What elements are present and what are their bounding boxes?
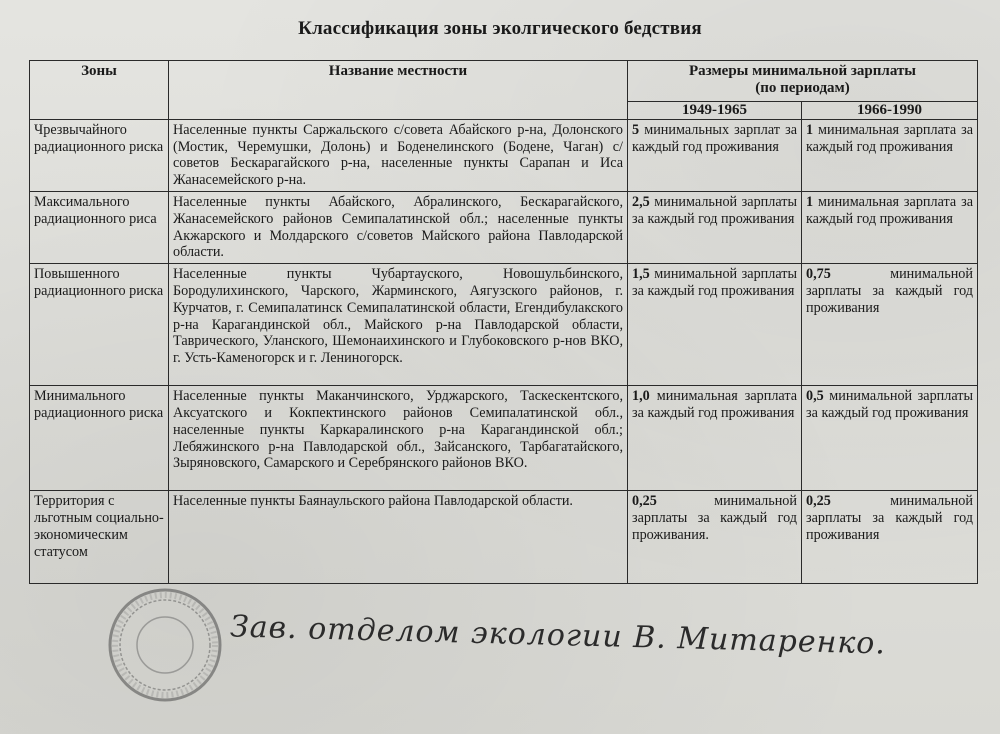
table-row [30, 119, 978, 191]
zone-cell: Чрезвычайного радиационного риска [30, 119, 169, 191]
pay-text: минимальной зарплаты за каждый год проживания [632, 266, 798, 299]
place-cell: Населенные пункты Баянаульского района Павлодарской области. [169, 491, 628, 584]
header-zones: Зоны [30, 61, 169, 120]
zone-cell: Максимального радиационного риса [30, 191, 169, 263]
pay-period-2-cell [802, 119, 978, 191]
zone-cell: Минимального радиационного риска [30, 386, 169, 491]
classification-table [29, 60, 978, 584]
pay-amount: 5 [632, 121, 640, 138]
pay-period-2-cell [802, 491, 978, 584]
pay-period-1-cell [628, 264, 802, 386]
place-cell: Населенные пункты Абайского, Абралинского, Бескарагайского, Жанасемейского районов Семипалатинской обл.; населенные пункты Акжарского и Молдарского с/советов Майского района Павлодарской области. [169, 191, 628, 263]
pay-text: минимальной зарплаты за каждый год проживания [806, 493, 973, 543]
pay-amount: 0,5 [806, 388, 824, 405]
place-cell: Населенные пункты Саржальского с/совета Абайского р-на, Долонского (Мостик, Черемушки, Долонь) и Боденелинского (Бодене, Чаган) с/советов Бескарагайского р-на, населенные пункты Сарапан и Иса Жанасемейского р-на. [169, 119, 628, 191]
table-row [30, 264, 978, 386]
pay-text: минимальная зарплата за каждый год проживания [632, 388, 797, 421]
pay-period-1-cell [628, 191, 802, 263]
table-row [30, 386, 978, 491]
place-cell: Населенные пункты Маканчинского, Урджарского, Таскескентского, Аксуатского и Кокпектинского районов Семипалатинской обл., населенные пункты Каркаралинского р-на Карагандинской обл.; Лебяжинского р-на Павлодарской обл., Зайсанского, Тарбагатайского, Зыряновского, Самарского и Серебрянского районов ВКО. [169, 386, 628, 491]
pay-amount: 1,0 [632, 388, 650, 405]
pay-text: минимальная зарплата за каждый год проживания [806, 121, 973, 155]
pay-amount: 0,25 [632, 493, 657, 510]
zone-cell: Территория с льготным социально-экономическим статусом [30, 491, 169, 584]
pay-period-1-cell [628, 491, 802, 584]
pay-amount: 0,25 [806, 493, 831, 510]
pay-period-2-cell [802, 386, 978, 491]
pay-text: минимальная зарплата за каждый год проживания [806, 193, 973, 227]
round-seal-stamp [105, 585, 225, 705]
pay-amount: 1 [806, 193, 814, 210]
pay-period-1-cell [628, 119, 802, 191]
pay-period-2-cell [802, 191, 978, 263]
place-cell: Населенные пункты Чубартауского, Новошульбинского, Бородулихинского, Чарского, Жарминского, Аягузского районов, г. Курчатов, г. Семипалатинск Семипалатинской области, Егендибулакского р-на Карагандинской обл., Майского р-на Павлодарской области, Таврического, Уланского, Шемонаихинского и Глубоковского р-нов ВКО, г. Усть-Каменогорск и г. Лениногорск. [169, 264, 628, 386]
pay-period-1-cell [628, 386, 802, 491]
table-row [30, 491, 978, 584]
header-period-2: 1966-1990 [802, 102, 978, 120]
pay-period-2-cell [802, 264, 978, 386]
pay-amount: 1 [806, 121, 814, 138]
zone-cell: Повышенного радиационного риска [30, 264, 169, 386]
pay-amount: 0,75 [806, 266, 831, 283]
pay-text: минимальных зарплат за каждый год проживания [632, 121, 797, 155]
header-place: Название местности [169, 61, 628, 120]
pay-amount: 1,5 [632, 266, 650, 283]
header-pay-line1: Размеры минимальной зарплаты [688, 63, 917, 79]
document-title: Классификация зоны эколгического бедствия [298, 18, 702, 39]
header-period-1: 1949-1965 [628, 102, 802, 120]
pay-text: минимальной зарплаты за каждый год проживания. [632, 493, 797, 543]
signature-line: Зав. отделом экологии В. Митаренко. [229, 609, 887, 662]
pay-text: минимальной зарплаты за каждый год проживания [632, 193, 798, 227]
header-pay [628, 61, 978, 102]
header-pay-line2: (по периодам) [755, 79, 850, 96]
pay-text: минимальной зарплаты за каждый год проживания [806, 266, 973, 316]
pay-text: минимальной зарплаты за каждый год проживания [806, 388, 974, 421]
pay-amount: 2,5 [632, 193, 650, 210]
table-row [30, 191, 978, 263]
